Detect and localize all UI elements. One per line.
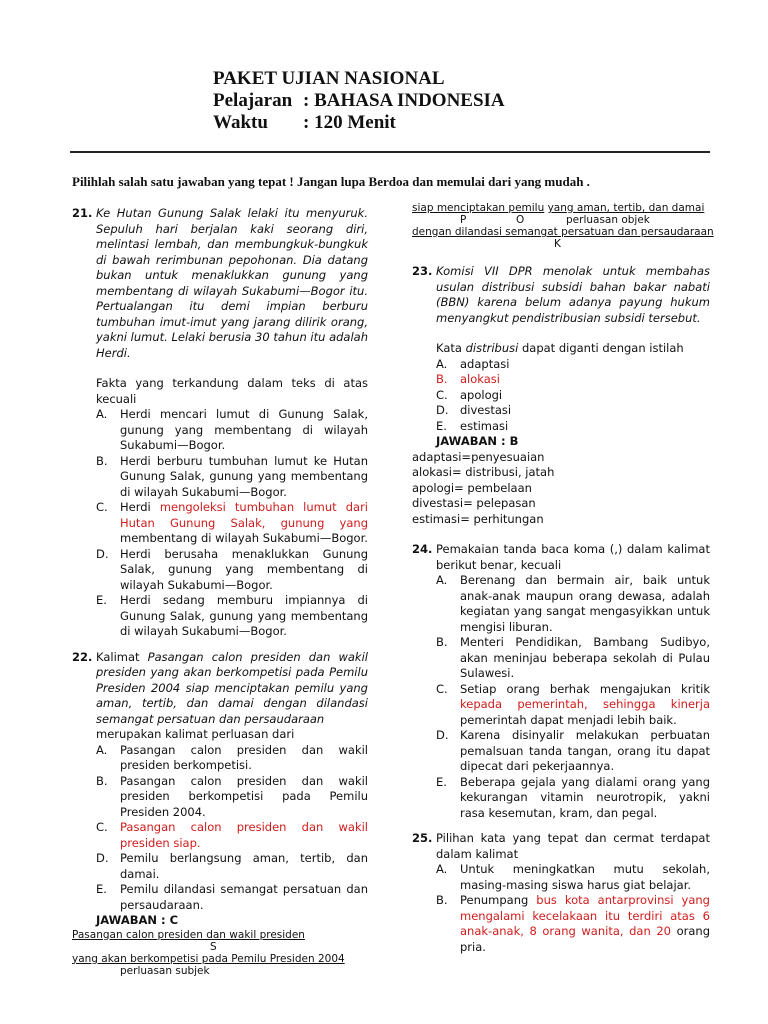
option-letter: D. bbox=[96, 851, 109, 865]
option-b[interactable] bbox=[96, 774, 368, 821]
options-list bbox=[436, 862, 710, 955]
header-divider bbox=[70, 151, 710, 153]
question-number: 23. bbox=[412, 264, 433, 278]
question-passage: Komisi VII DPR menolak untuk membahas usulan distribusi subsidi bahan bakar nabati (BBN) karena belum adanya payung hukum menyangkut pendistribusian subsidi tersebut. bbox=[436, 264, 710, 325]
option-b[interactable] bbox=[436, 635, 710, 682]
option-letter: E. bbox=[96, 882, 107, 896]
highlighted-answer: Pasangan calon presiden dan wakil presiden siap. bbox=[120, 820, 368, 850]
option-letter: A. bbox=[436, 862, 448, 876]
option-e[interactable] bbox=[436, 775, 710, 822]
question-23 bbox=[412, 264, 710, 434]
time-label: Waktu bbox=[213, 112, 268, 133]
option-letter: C. bbox=[96, 820, 108, 834]
option-text: Beberapa gejala yang dialami orang yang kekurangan vitamin neurotropik, yakni rasa kesemutan, kram, dan pegal. bbox=[460, 774, 710, 820]
question-text-pre: Kata bbox=[436, 341, 466, 355]
option-text: Karena disinyalir melakukan perbuatan pemalsuan tanda tangan, orang itu dapat dipecat dari pekerjaannya. bbox=[460, 728, 710, 773]
option-text: pemerintah dapat menjadi lebih baik. bbox=[460, 712, 677, 727]
time-row bbox=[213, 112, 505, 134]
analysis-sub-tag: perluasan subjek bbox=[120, 964, 210, 977]
option-c[interactable] bbox=[96, 500, 368, 547]
option-letter: C. bbox=[96, 500, 108, 514]
options-list bbox=[96, 743, 368, 914]
question-number: 21. bbox=[72, 206, 93, 220]
analysis-s-tag: S bbox=[210, 940, 217, 953]
analysis-subject: Pasangan calon presiden dan wakil presiden bbox=[72, 928, 305, 941]
question-text: Pilihan kata yang tepat dan cermat terdapat dalam kalimat bbox=[436, 831, 710, 861]
question-24 bbox=[412, 542, 710, 821]
option-d[interactable] bbox=[96, 851, 368, 882]
option-text: Herdi bbox=[120, 500, 160, 514]
example-sentence: Pasangan calon presiden dan wakil presiden yang akan berkompetisi pada Pemilu Presiden 2004 siap menciptakan pemilu yang aman, tertib, dan damai dengan dilandasi semangat persatuan dan persaudaraan bbox=[96, 649, 368, 726]
note-line: alokasi= distribusi, jatah bbox=[412, 465, 555, 479]
option-letter: E. bbox=[436, 418, 447, 433]
option-d[interactable] bbox=[436, 403, 710, 419]
option-letter: B. bbox=[96, 773, 108, 788]
left-column bbox=[72, 206, 368, 977]
option-e[interactable] bbox=[96, 882, 368, 913]
option-a[interactable] bbox=[96, 407, 368, 454]
option-b[interactable] bbox=[436, 893, 710, 955]
option-c[interactable] bbox=[436, 682, 710, 729]
option-text: Herdi mencari lumut di Gunung Salak, gunung yang membentang di wilayah Sukabumi—Bogor. bbox=[120, 407, 368, 452]
option-a[interactable] bbox=[436, 862, 710, 893]
analysis-predicate-text: siap menciptakan bbox=[412, 202, 509, 214]
highlighted-answer: bus kota antarprovinsi yang mengalami kecelakaan itu terdiri atas 6 anak-anak, 8 orang wanita, dan 20 bbox=[460, 893, 710, 938]
highlighted-answer: alokasi bbox=[460, 372, 500, 386]
note-line: apologi= pembelaan bbox=[412, 480, 532, 495]
question-22 bbox=[72, 650, 368, 914]
option-letter: A. bbox=[96, 742, 108, 757]
option-d[interactable] bbox=[96, 547, 368, 594]
exam-header bbox=[213, 68, 505, 134]
question-text-post: dapat diganti dengan istilah bbox=[518, 341, 684, 355]
analysis-obj-tag: perluasan objek bbox=[566, 214, 650, 226]
option-c[interactable] bbox=[96, 820, 368, 851]
option-e[interactable] bbox=[96, 593, 368, 640]
analysis-adverbial: dengan dilandasi semangat persatuan dan persaudaraan bbox=[412, 226, 714, 238]
question-text: merupakan kalimat perluasan dari bbox=[96, 727, 295, 741]
option-letter: B. bbox=[436, 372, 448, 386]
option-text: Pasangan calon presiden dan wakil presiden berkompetisi pada Pemilu Presiden 2004. bbox=[120, 773, 368, 819]
option-text: Pasangan calon presiden dan wakil presiden berkompetisi. bbox=[120, 742, 368, 772]
question-number: 25. bbox=[412, 831, 433, 845]
option-letter: E. bbox=[436, 774, 447, 789]
analysis-p-tag: P bbox=[460, 214, 467, 226]
analysis-block bbox=[72, 929, 368, 977]
answer-key: JAWABAN : B bbox=[436, 434, 519, 448]
question-passage bbox=[96, 650, 368, 728]
option-letter: A. bbox=[96, 407, 108, 421]
option-text: apologi bbox=[460, 387, 503, 402]
note-line: adaptasi=penyesuaian bbox=[412, 449, 545, 464]
option-text: Pemilu dilandasi semangat persatuan dan persaudaraan. bbox=[120, 882, 368, 912]
option-text: Herdi berburu tumbuhan lumut ke Hutan Gunung Salak, gunung yang membentang di wilayah Sukabumi—Bogor. bbox=[120, 453, 368, 499]
option-c[interactable] bbox=[436, 388, 710, 404]
question-text bbox=[436, 341, 710, 357]
option-letter: C. bbox=[436, 681, 448, 696]
option-a[interactable] bbox=[436, 357, 710, 373]
time-value: : 120 Menit bbox=[303, 112, 396, 133]
options-list bbox=[436, 573, 710, 821]
option-letter: D. bbox=[96, 546, 109, 561]
analysis-predicate bbox=[412, 202, 710, 214]
option-letter: A. bbox=[436, 356, 448, 371]
option-text: Herdi berusaha menaklukkan Gunung Salak, gunung yang membentang di wilayah Sukabumi—Bogor. bbox=[120, 546, 368, 592]
option-letter: E. bbox=[96, 593, 107, 607]
option-text: Penumpang bbox=[460, 893, 537, 907]
analysis-tags bbox=[412, 214, 710, 226]
question-21 bbox=[72, 206, 368, 640]
option-text: Berenang dan bermain air, baik untuk anak-anak maupun orang dewasa, adalah kegiatan yang sangat mengasyikkan untuk mengisi liburan. bbox=[460, 573, 710, 634]
note-line: estimasi= perhitungan bbox=[412, 511, 544, 526]
analysis-k-tag: K bbox=[554, 238, 561, 250]
analysis-continued bbox=[412, 202, 714, 250]
question-number: 22. bbox=[72, 649, 93, 664]
options-list bbox=[96, 407, 368, 640]
option-e[interactable] bbox=[436, 419, 710, 435]
answer-notes bbox=[412, 450, 710, 528]
option-text: orang pria. bbox=[460, 924, 710, 954]
question-passage: Ke Hutan Gunung Salak lelaki itu menyuruk. Sepuluh hari berjalan kaki seorang diri, melintasi lembah, dan membungkuk-bungkuk di bawah rerimbunan pepohonan. Dia datang bukan untuk menaklukkan gunung yang membentang di wilayah Sukabumi—Bogor itu. Pertualangan itu demi impian berburu tumbuhan imut-imut yang jarang dilirik orang, yakni lumut. Lelaki berusia 30 tahun itu adalah Herdi. bbox=[96, 206, 368, 360]
analysis-object: pemilu bbox=[508, 202, 545, 214]
option-letter: D. bbox=[436, 403, 449, 417]
option-text: Pemilu berlangsung aman, tertib, dan damai. bbox=[120, 851, 368, 881]
analysis-o-tag: O bbox=[516, 214, 525, 226]
question-text: Pemakaian tanda baca koma (,) dalam kalimat berikut benar, kecuali bbox=[436, 542, 710, 572]
question-intro: Kalimat bbox=[96, 649, 148, 664]
option-text: Herdi sedang memburu impiannya di Gunung Salak, gunung yang membentang di wilayah Sukabumi—Bogor. bbox=[120, 593, 368, 638]
note-line: divestasi= pelepasan bbox=[412, 496, 536, 510]
option-text: divestasi bbox=[460, 403, 512, 417]
option-d[interactable] bbox=[436, 728, 710, 775]
subject-label: Pelajaran bbox=[213, 90, 293, 111]
answer-key: JAWABAN : C bbox=[96, 913, 179, 927]
option-text: Menteri Pendidikan, Bambang Sudibyo, akan meninjau beberapa sekolah di Pulau Sulawesi. bbox=[460, 635, 710, 680]
analysis-object-ext: yang aman, tertib, dan damai bbox=[547, 202, 705, 214]
option-letter: C. bbox=[436, 387, 448, 402]
right-column bbox=[412, 202, 714, 955]
option-a[interactable] bbox=[436, 573, 710, 635]
option-letter: A. bbox=[436, 573, 448, 587]
exam-title: PAKET UJIAN NASIONAL bbox=[213, 68, 445, 89]
option-letter: D. bbox=[436, 728, 449, 742]
subject-row bbox=[213, 90, 505, 112]
analysis-subject-ext: yang akan berkompetisi pada Pemilu Presiden 2004 bbox=[72, 952, 345, 965]
option-letter: B. bbox=[96, 453, 108, 468]
option-letter: B. bbox=[436, 635, 448, 649]
question-text: Fakta yang terkandung dalam teks di atas kecuali bbox=[96, 376, 368, 406]
option-text: Untuk meningkatkan mutu sekolah, masing-masing siswa harus giat belajar. bbox=[460, 862, 710, 892]
instruction: Pilihlah salah satu jawaban yang tepat ! Jangan lupa Berdoa dan memulai dari yang mudah . bbox=[72, 174, 590, 189]
option-b[interactable] bbox=[96, 454, 368, 501]
question-number: 24. bbox=[412, 542, 433, 556]
subject-value: : BAHASA INDONESIA bbox=[303, 90, 505, 111]
question-25 bbox=[412, 831, 710, 955]
option-text: membentang di wilayah Sukabumi—Bogor. bbox=[120, 531, 368, 545]
option-b[interactable] bbox=[436, 372, 710, 388]
option-text: Setiap orang berhak mengajukan kritik bbox=[460, 681, 710, 696]
highlighted-answer: mengoleksi tumbuhan lumut dari Hutan Gunung Salak, gunung yang bbox=[120, 500, 368, 530]
option-letter: B. bbox=[436, 893, 448, 907]
options-list bbox=[436, 357, 710, 435]
option-a[interactable] bbox=[96, 743, 368, 774]
highlighted-answer: kepada pemerintah, sehingga kinerja bbox=[460, 697, 710, 711]
option-text: estimasi bbox=[460, 418, 509, 433]
question-keyword: distribusi bbox=[465, 341, 519, 355]
option-text: adaptasi bbox=[460, 356, 510, 371]
